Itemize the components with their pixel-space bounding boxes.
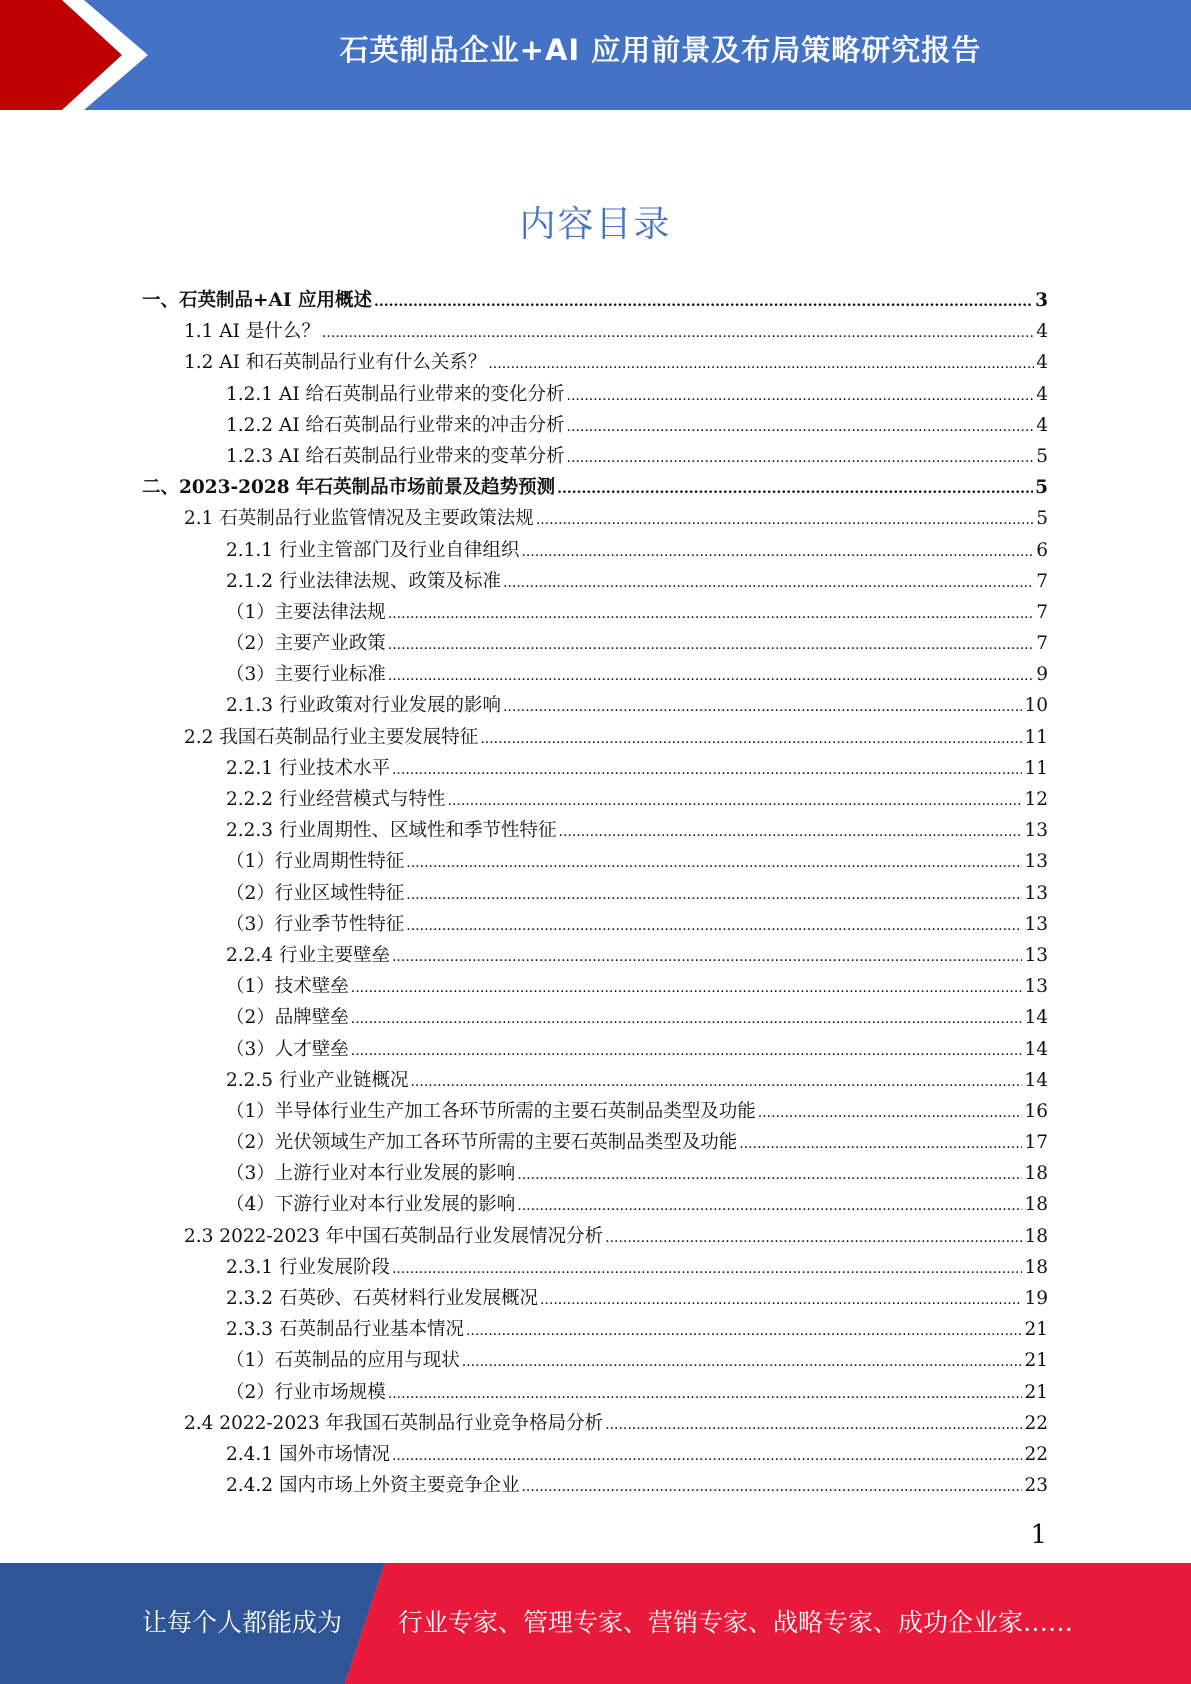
toc-dot-leader (351, 971, 1023, 1004)
toc-entry-text: 2.2.1 行业技术水平 (226, 757, 390, 779)
toc-entry-page: 12 (1024, 789, 1048, 810)
footer-slogan-right: 行业专家、管理专家、营销专家、战略专家、成功企业家…… (398, 1608, 1074, 1637)
toc-entry[interactable] (142, 940, 1048, 971)
toc-dot-leader (388, 1377, 1023, 1410)
toc-entry[interactable] (142, 659, 1048, 690)
toc-entry-text: （3）主要行业标准 (226, 664, 386, 686)
toc-entry-page: 21 (1024, 1319, 1048, 1341)
toc-dot-leader (605, 1408, 1022, 1441)
toc-entry-text: 2.1.3 行业政策对行业发展的影响 (226, 695, 501, 717)
toc-entry-text: （3）上游行业对本行业发展的影响 (226, 1163, 516, 1185)
toc-entry[interactable] (142, 1065, 1048, 1096)
toc-entry-page: 6 (1036, 539, 1048, 561)
toc-entry[interactable] (142, 472, 1048, 503)
toc-entry[interactable] (142, 784, 1048, 815)
toc-entry-page: 18 (1024, 1194, 1048, 1216)
toc-dot-leader (351, 1002, 1023, 1035)
toc-entry[interactable] (142, 379, 1048, 410)
toc-dot-leader (540, 1283, 1022, 1316)
toc-entry-text: 1.2.1 AI 给石英制品行业带来的变化分析 (226, 383, 565, 405)
toc-entry-text: 2.3 2022-2023 年中国石英制品行业发展情况分析 (184, 1225, 604, 1247)
toc-entry[interactable] (142, 1377, 1048, 1408)
toc-entry-page: 7 (1036, 633, 1048, 655)
toc-dot-leader (521, 1470, 1022, 1503)
toc-entry-page: 13 (1024, 820, 1048, 842)
toc-dot-leader (503, 566, 1034, 599)
page-number: 1 (1030, 1520, 1047, 1550)
toc-entry-text: 2.4 2022-2023 年我国石英制品行业竞争格局分析 (184, 1412, 604, 1434)
toc-entry[interactable] (142, 690, 1048, 721)
toc-entry-page: 7 (1036, 570, 1048, 592)
toc-entry[interactable] (142, 878, 1048, 909)
toc-heading: 内容目录 (519, 204, 672, 245)
toc-dot-leader (388, 659, 1034, 692)
toc-dot-leader (322, 316, 1034, 349)
toc-entry[interactable] (142, 566, 1048, 597)
toc-entry[interactable] (142, 1283, 1048, 1314)
toc-entry-page: 5 (1036, 508, 1048, 530)
toc-entry[interactable] (142, 628, 1048, 659)
toc-entry-text: 2.4.1 国外市场情况 (226, 1443, 390, 1465)
toc-entry-text: （2）光伏领域生产加工各环节所需的主要石英制品类型及功能 (226, 1132, 738, 1154)
toc-dot-leader (517, 1189, 1022, 1222)
toc-entry[interactable] (142, 1189, 1048, 1220)
toc-entry[interactable] (142, 1127, 1048, 1158)
toc-entry-page: 18 (1024, 1225, 1048, 1247)
toc-dot-leader (739, 1127, 1022, 1160)
toc-entry-text: （1）主要法律法规 (226, 601, 386, 623)
toc-entry[interactable] (142, 410, 1048, 441)
toc-entry-text: （4）下游行业对本行业发展的影响 (226, 1194, 516, 1216)
page-footer (0, 1563, 1191, 1684)
toc-dot-leader (406, 878, 1022, 911)
toc-entry-page: 18 (1024, 1163, 1048, 1185)
toc-dot-leader (605, 1221, 1022, 1254)
toc-entry-page: 13 (1024, 913, 1048, 935)
toc-entry[interactable] (142, 1158, 1048, 1189)
toc-dot-leader (758, 1096, 1023, 1129)
toc-dot-leader (480, 722, 1022, 755)
toc-entry-text: 2.2 我国石英制品行业主要发展特征 (184, 726, 479, 748)
toc-entry-text: 2.1.1 行业主管部门及行业自律组织 (226, 539, 520, 561)
toc-dot-leader (374, 285, 1033, 318)
toc-entry-page: 22 (1024, 1443, 1048, 1465)
toc-entry-text: 1.2 AI 和石英制品行业有什么关系？ (184, 352, 487, 374)
toc-dot-leader (503, 690, 1022, 723)
toc-entry-page: 23 (1024, 1475, 1048, 1497)
toc-entry-text: （1）石英制品的应用与现状 (226, 1350, 460, 1372)
toc-entry-text: （3）行业季节性特征 (226, 913, 405, 935)
toc-entry-page: 18 (1024, 1256, 1048, 1278)
toc-entry-page: 9 (1036, 664, 1048, 686)
toc-entry[interactable] (142, 1439, 1048, 1470)
toc-entry[interactable] (142, 753, 1048, 784)
toc-entry-text: 二、2023-2028 年石英制品市场前景及趋势预测 (142, 477, 556, 499)
toc-entry[interactable] (142, 1470, 1048, 1501)
toc-dot-leader (406, 846, 1022, 879)
toc-entry[interactable] (142, 1252, 1048, 1283)
toc-entry-text: 一、石英制品+AI 应用概述 (142, 290, 372, 311)
toc-dot-leader (488, 347, 1034, 380)
toc-entry[interactable] (142, 1034, 1048, 1065)
toc-entry[interactable] (142, 846, 1048, 877)
toc-entry-page: 14 (1024, 1069, 1048, 1091)
toc-dot-leader (466, 1314, 1022, 1347)
toc-entry-page: 4 (1036, 414, 1048, 436)
toc-entry-page: 5 (1035, 477, 1048, 499)
page-header (0, 0, 1191, 110)
toc-entry-text: 1.2.3 AI 给石英制品行业带来的变革分析 (226, 445, 565, 467)
toc-entry[interactable] (142, 1096, 1048, 1127)
toc-entry-page: 19 (1024, 1288, 1048, 1309)
toc-dot-leader (567, 441, 1035, 474)
toc-entry-text: 1.1 AI 是什么？ (184, 321, 320, 343)
toc-entry-text: （1）半导体行业生产加工各环节所需的主要石英制品类型及功能 (226, 1100, 756, 1122)
toc-dot-leader (351, 1034, 1023, 1067)
toc-dot-leader (536, 503, 1034, 536)
toc-dot-leader (521, 535, 1034, 568)
toc-dot-leader (567, 379, 1035, 412)
footer-slogan-left: 让每个人都能成为 (142, 1608, 343, 1637)
toc-entry-page: 14 (1024, 1007, 1048, 1029)
report-title: 石英制品企业+AI 应用前景及布局策略研究报告 (339, 33, 982, 67)
toc-entry-text: （2）品牌壁垒 (226, 1007, 349, 1029)
toc-entry-page: 7 (1036, 601, 1048, 623)
toc-dot-leader (567, 410, 1035, 443)
toc-entry[interactable] (142, 722, 1048, 753)
toc-entry-page: 13 (1024, 976, 1048, 998)
toc-entry[interactable] (142, 1221, 1048, 1252)
toc-dot-leader (447, 784, 1022, 817)
toc-entry-page: 4 (1036, 352, 1048, 374)
toc-entry-page: 13 (1024, 882, 1048, 904)
toc-entry[interactable] (142, 815, 1048, 846)
toc-dot-leader (462, 1345, 1023, 1378)
toc-entry[interactable] (142, 285, 1048, 316)
toc-entry-text: 2.4.2 国内市场上外资主要竞争企业 (226, 1475, 520, 1497)
toc-entry-page: 5 (1036, 445, 1048, 467)
toc-entry[interactable] (142, 597, 1048, 628)
toc-dot-leader (392, 1252, 1022, 1285)
toc-entry[interactable] (142, 1002, 1048, 1033)
toc-entry-page: 4 (1036, 383, 1048, 405)
toc-entry[interactable] (142, 1314, 1048, 1345)
toc-entry-text: （2）行业区域性特征 (226, 882, 405, 904)
toc-entry[interactable] (142, 1408, 1048, 1439)
toc-entry-page: 13 (1024, 944, 1048, 966)
toc-dot-leader (517, 1158, 1022, 1191)
toc-entry-page: 14 (1024, 1038, 1048, 1060)
toc-entry-text: 2.1 石英制品行业监管情况及主要政策法规 (184, 508, 534, 530)
toc-entry[interactable] (142, 503, 1048, 534)
toc-entry-text: （2）主要产业政策 (226, 633, 386, 655)
toc-dot-leader (392, 940, 1022, 973)
toc-entry-text: （1）技术壁垒 (226, 976, 349, 998)
toc-entry-text: 2.1.2 行业法律法规、政策及标准 (226, 570, 501, 592)
toc-dot-leader (558, 815, 1022, 848)
toc-dot-leader (388, 597, 1034, 630)
toc-entry-page: 10 (1024, 695, 1048, 717)
toc-entry[interactable] (142, 971, 1048, 1002)
toc-entry-text: 2.3.1 行业发展阶段 (226, 1256, 390, 1278)
toc-dot-leader (388, 628, 1034, 661)
toc-dot-leader (406, 909, 1022, 942)
toc-entry-page: 16 (1024, 1100, 1048, 1122)
toc-dot-leader (410, 1065, 1022, 1098)
toc-entry-page: 11 (1024, 726, 1048, 748)
toc-entry[interactable] (142, 316, 1048, 347)
toc-entry-text: （3）人才壁垒 (226, 1038, 349, 1060)
toc-entry-text: 2.2.3 行业周期性、区域性和季节性特征 (226, 820, 557, 842)
toc-entry-text: 2.2.2 行业经营模式与特性 (226, 789, 446, 810)
toc-entry[interactable] (142, 1345, 1048, 1376)
toc-entry-text: （2）行业市场规模 (226, 1381, 386, 1403)
toc-entry[interactable] (142, 347, 1048, 378)
toc-entry-text: （1）行业周期性特征 (226, 851, 405, 873)
toc-entry[interactable] (142, 535, 1048, 566)
toc-entry-page: 21 (1024, 1381, 1048, 1403)
toc-dot-leader (557, 472, 1033, 505)
toc-entry-page: 4 (1036, 321, 1048, 343)
toc-entry-text: 1.2.2 AI 给石英制品行业带来的冲击分析 (226, 414, 565, 436)
toc-entry-page: 21 (1024, 1350, 1048, 1372)
toc-entry-text: 2.3.3 石英制品行业基本情况 (226, 1319, 464, 1341)
table-of-contents (142, 285, 1048, 1501)
toc-entry-page: 17 (1024, 1132, 1048, 1154)
toc-dot-leader (392, 1439, 1022, 1472)
toc-entry-page: 3 (1035, 290, 1048, 311)
toc-entry-text: 2.2.5 行业产业链概况 (226, 1069, 409, 1091)
toc-dot-leader (392, 753, 1022, 786)
toc-entry[interactable] (142, 441, 1048, 472)
toc-entry-page: 22 (1024, 1412, 1048, 1434)
toc-entry[interactable] (142, 909, 1048, 940)
toc-entry-text: 2.3.2 石英砂、石英材料行业发展概况 (226, 1288, 538, 1309)
toc-entry-page: 13 (1024, 851, 1048, 873)
toc-entry-page: 11 (1024, 757, 1048, 779)
toc-entry-text: 2.2.4 行业主要壁垒 (226, 944, 390, 966)
